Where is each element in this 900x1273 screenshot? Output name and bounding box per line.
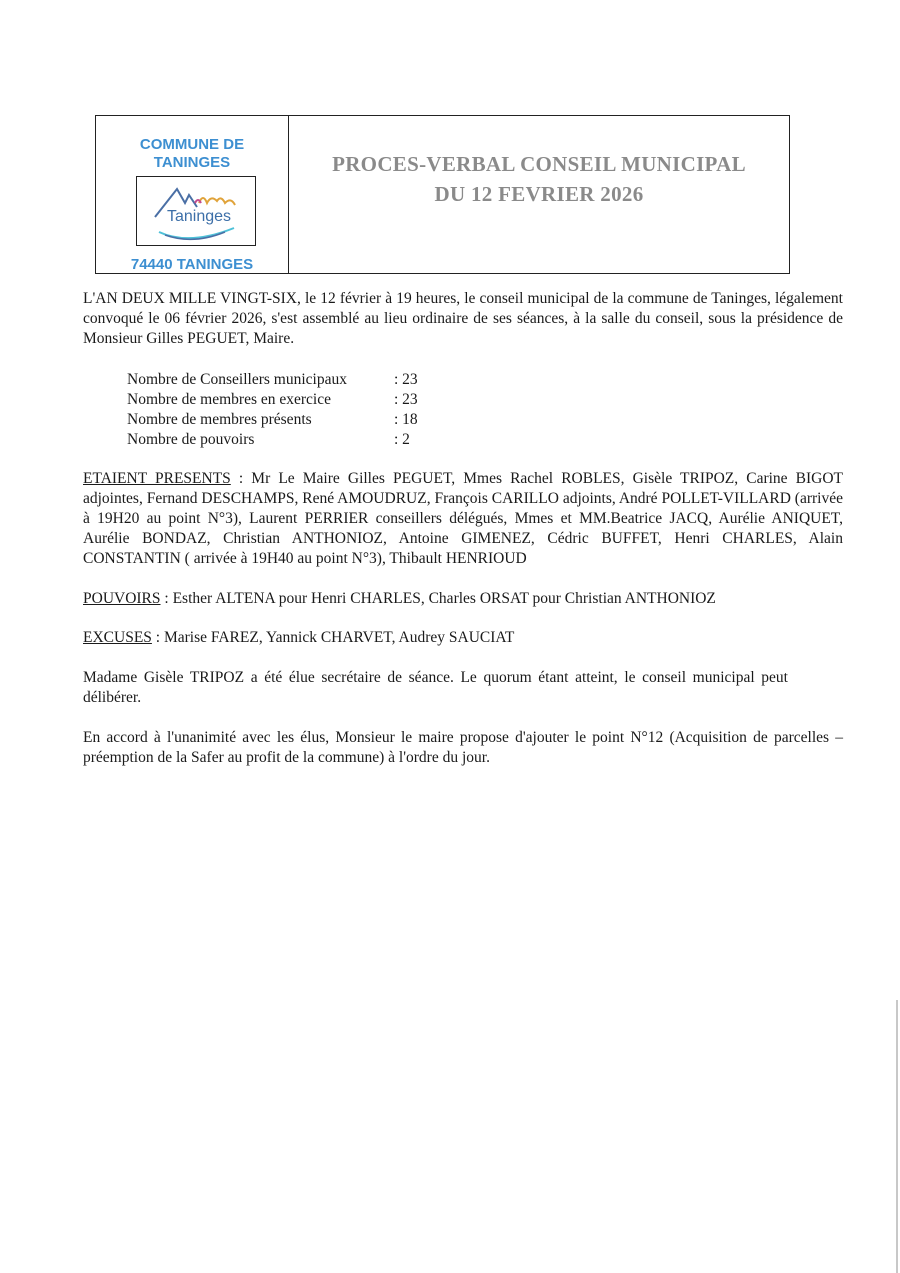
commune-label-line1: COMMUNE DE xyxy=(139,136,245,153)
title-line2: DU 12 FEVRIER 2026 xyxy=(434,182,644,206)
intro-lead: L'AN DEUX MILLE VINGT-SIX xyxy=(83,290,297,307)
intro-paragraph xyxy=(83,289,843,349)
count-value: : 2 xyxy=(394,431,410,448)
commune-block xyxy=(96,116,289,273)
intro-text: , le 12 février à 19 heures, le conseil municipal de la commune de Taninges, légalement convoqué le 06 février 2026, s'est assemblé au lieu ordinaire de ses séances, à la salle du conseil, sous la présidence de Monsieur Gilles PEGUET, Maire. xyxy=(83,290,843,347)
count-value: : 18 xyxy=(394,411,418,428)
header-box xyxy=(95,115,790,274)
excuses-paragraph xyxy=(83,628,843,648)
presents-paragraph xyxy=(83,469,843,569)
pouvoirs-text: : Esther ALTENA pour Henri CHARLES, Charles ORSAT pour Christian ANTHONIOZ xyxy=(160,590,716,607)
taninges-logo xyxy=(136,176,256,246)
count-value: : 23 xyxy=(394,391,418,408)
presents-text: : Mr Le Maire Gilles PEGUET, Mmes Rachel ROBLES, Gisèle TRIPOZ, Carine BIGOT adjointes, Fernand DESCHAMPS, René AMOUDRUZ, François CARILLO adjoints, André POLLET-VILLARD (arrivée à 19H20 au point N°3), Laurent PERRIER conseillers délégués, Mmes et MM.Beatrice JACQ, Aurélie ANIQUET, Aurélie BONDAZ, Christian ANTHONIOZ, Antoine GIMENEZ, Cédric BUFFET, Henri CHARLES, Alain CONSTANTIN ( arrivée à 19H40 au point N°3), Thibault HENRIOUD xyxy=(83,470,843,567)
pouvoirs-heading: POUVOIRS xyxy=(83,590,161,607)
logo-wordmark: Taninges xyxy=(167,208,232,225)
count-label: Nombre de pouvoirs xyxy=(127,431,255,448)
count-label: Nombre de Conseillers municipaux xyxy=(127,371,347,388)
count-value: : 23 xyxy=(394,371,418,388)
excuses-heading: EXCUSES xyxy=(83,629,152,646)
count-label: Nombre de membres présents xyxy=(127,411,312,428)
commune-label-line2: TANINGES xyxy=(153,154,231,171)
commune-name xyxy=(96,136,288,172)
title-line1: PROCES-VERBAL CONSEIL MUNICIPAL xyxy=(332,152,746,176)
secretary-paragraph: Madame Gisèle TRIPOZ a été élue secrétaire de séance. Le quorum étant atteint, le conseil municipal peut délibérer. xyxy=(83,669,788,706)
scan-edge-line xyxy=(896,1000,898,1273)
presents-heading: ETAIENT PRESENTS xyxy=(83,470,231,487)
postcode: 74440 TANINGES xyxy=(130,256,254,273)
pouvoirs-paragraph xyxy=(83,589,843,609)
count-label: Nombre de membres en exercice xyxy=(127,391,331,408)
document-title xyxy=(289,149,789,209)
excuses-text: : Marise FAREZ, Yannick CHARVET, Audrey SAUCIAT xyxy=(151,629,515,646)
agenda-paragraph: En accord à l'unanimité avec les élus, Monsieur le maire propose d'ajouter le point N°12 (Acquisition de parcelles – préemption de la Safer au profit de la commune) à l'ordre du jour. xyxy=(83,729,843,766)
